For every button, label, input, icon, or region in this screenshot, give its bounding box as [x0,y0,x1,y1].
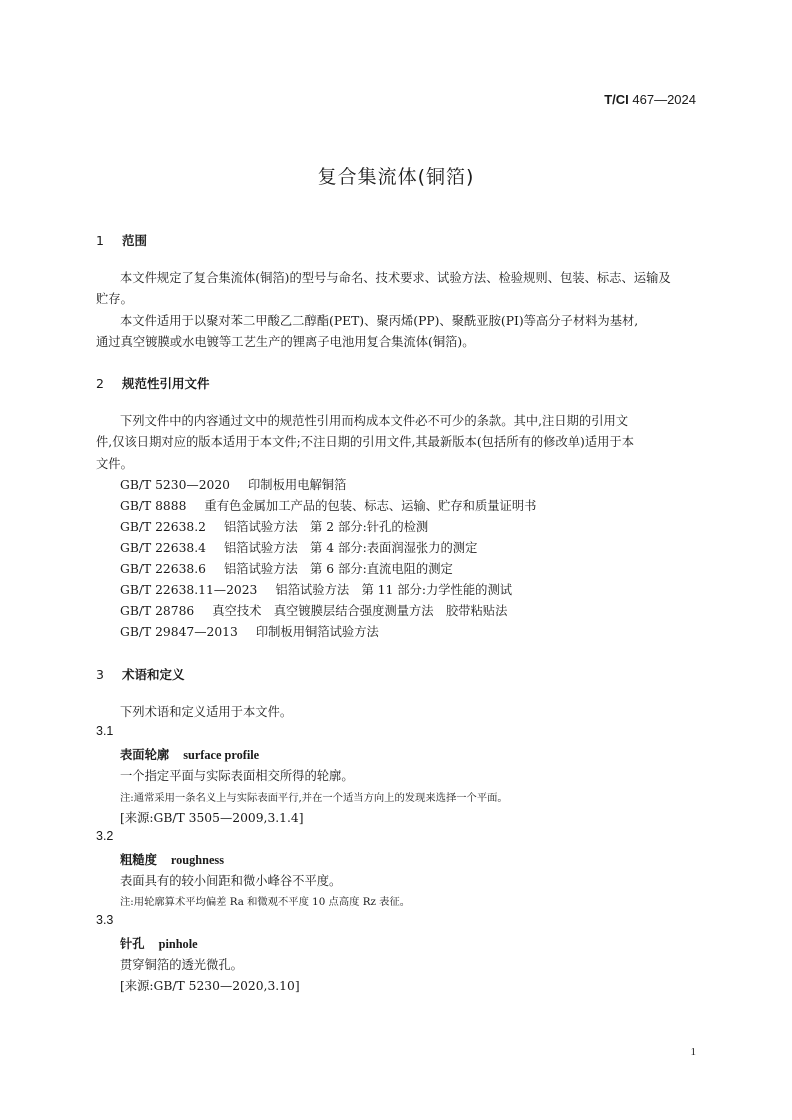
reference-item [120,475,346,493]
term-note: 注:通常采用一条名义上与实际表面平行,并在一个适当方向上的发现来选择一个平面。 [120,792,508,804]
reference-item [120,517,428,535]
reference-code: GB/T 22638.2 [120,520,206,534]
reference-code: GB/T 22638.4 [120,541,206,555]
reference-item [120,496,536,514]
section-title: 规范性引用文件 [122,376,210,391]
reference-item [120,538,477,556]
reference-title: 铝箔试验方法 第 6 部分:直流电阻的测定 [223,562,453,576]
reference-code: GB/T 29847—2013 [120,625,238,639]
standard-code [604,92,696,107]
reference-code: GB/T 28786 [120,604,195,618]
section-number: 2 [96,376,104,391]
section-title: 术语和定义 [122,667,185,682]
reference-code: GB/T 8888 [120,499,187,513]
term-zh: 粗糙度 [120,853,157,867]
normative-intro-line-3: 文件。 [96,457,133,471]
term-number: 3.1 [96,724,114,738]
term-zh: 表面轮廓 [120,748,170,762]
reference-item [120,559,453,577]
reference-title: 印制板用铜箔试验方法 [255,625,379,639]
standard-code-prefix: T/CI [604,92,629,107]
standard-code-number: 467—2024 [632,92,696,107]
document-title: 复合集流体(铜箔) [317,166,475,188]
term-heading [120,850,224,868]
term-number: 3.2 [96,829,114,843]
reference-code: GB/T 22638.11—2023 [120,583,258,597]
scope-paragraph-2-line-1: 本文件适用于以聚对苯二甲酸乙二醇酯(PET)、聚丙烯(PP)、聚酰亚胺(PI)等高分子材料为基材, [120,314,639,328]
term-en: pinhole [158,937,198,951]
reference-item [120,622,379,640]
reference-code: GB/T 5230—2020 [120,478,230,492]
scope-paragraph-1-line-1: 本文件规定了复合集流体(铜箔)的型号与命名、技术要求、试验方法、检验规则、包装、标志、运输及 [120,271,671,285]
reference-title: 铝箔试验方法 第 2 部分:针孔的检测 [223,520,429,534]
term-definition: 贯穿铜箔的透光微孔。 [120,958,243,972]
section-title: 范围 [122,233,148,248]
section-number: 3 [96,667,104,682]
term-heading [120,934,198,952]
normative-intro-line-1: 下列文件中的内容通过文中的规范性引用而构成本文件必不可少的条款。其中,注日期的引用文 [120,414,629,428]
section-1-heading [96,231,147,249]
normative-intro-line-2: 件,仅该日期对应的版本适用于本文件;不注日期的引用文件,其最新版本(包括所有的修改单)适用于本 [96,435,635,449]
reference-item [120,580,512,598]
term-source: [来源:GB/T 3505—2009,3.1.4] [120,811,304,825]
term-source: [来源:GB/T 5230—2020,3.10] [120,979,300,993]
section-3-heading [96,665,185,683]
reference-code: GB/T 22638.6 [120,562,206,576]
term-en: roughness [170,853,224,867]
page-number: 1 [690,1046,696,1058]
reference-title: 铝箔试验方法 第 11 部分:力学性能的测试 [275,583,513,597]
terms-intro: 下列术语和定义适用于本文件。 [120,705,293,719]
scope-paragraph-1-line-2: 贮存。 [96,292,133,306]
term-number: 3.3 [96,913,114,927]
reference-title: 印制板用电解铜箔 [248,478,347,492]
term-zh: 针孔 [120,937,145,951]
reference-item [120,601,507,619]
term-en: surface profile [183,748,260,762]
reference-title: 铝箔试验方法 第 4 部分:表面润湿张力的测定 [223,541,478,555]
term-heading [120,745,259,763]
term-definition: 表面具有的较小间距和微小峰谷不平度。 [120,874,342,888]
term-note: 注:用轮廓算术平均偏差 Ra 和微观不平度 10 点高度 Rz 表征。 [120,896,411,908]
reference-title: 真空技术 真空镀膜层结合强度测量方法 胶带粘贴法 [212,604,508,618]
reference-title: 重有色金属加工产品的包装、标志、运输、贮存和质量证明书 [204,499,537,513]
section-number: 1 [96,233,104,248]
section-2-heading [96,374,210,392]
scope-paragraph-2-line-2: 通过真空镀膜或水电镀等工艺生产的锂离子电池用复合集流体(铜箔)。 [96,335,475,349]
term-definition: 一个指定平面与实际表面相交所得的轮廓。 [120,769,354,783]
